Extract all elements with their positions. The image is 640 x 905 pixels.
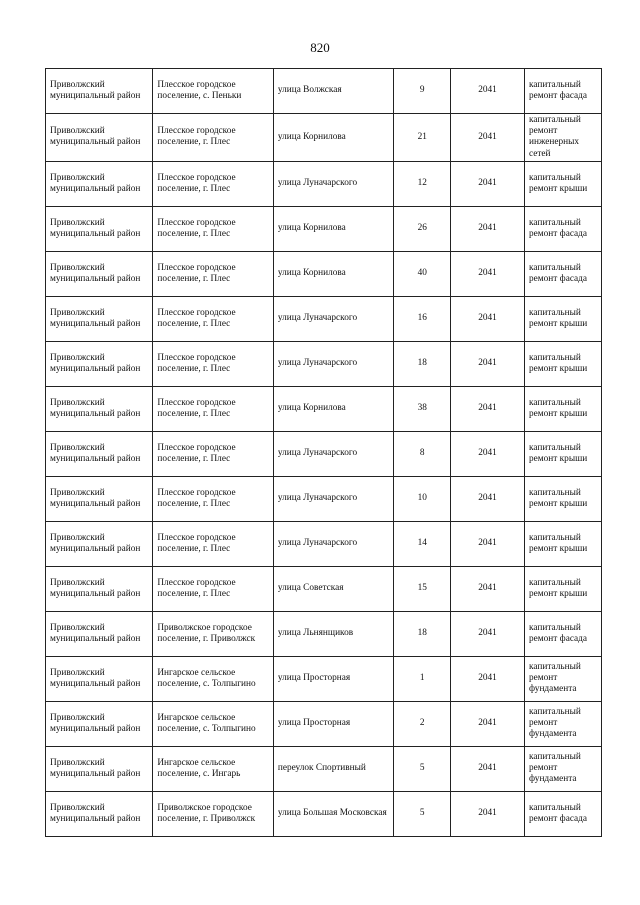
work-type-cell: капитальный ремонт фасада: [525, 791, 602, 836]
district-cell: Приволжский муниципальный район: [46, 566, 153, 611]
table-row: [46, 701, 602, 746]
settlement-cell: Ингарское сельское поселение, с. Ингарь: [153, 746, 274, 791]
street-cell: улица Корнилова: [273, 386, 394, 431]
year-cell: 2041: [451, 746, 525, 791]
table-row: [46, 296, 602, 341]
table-row: [46, 431, 602, 476]
table-row: [46, 386, 602, 431]
house-number-cell: 5: [394, 746, 451, 791]
year-cell: 2041: [451, 69, 525, 114]
street-cell: улица Луначарского: [273, 341, 394, 386]
work-type-cell: капитальный ремонт крыши: [525, 431, 602, 476]
settlement-cell: Ингарское сельское поселение, с. Толпыгино: [153, 656, 274, 701]
year-cell: 2041: [451, 114, 525, 162]
street-cell: улица Луначарского: [273, 476, 394, 521]
street-cell: улица Корнилова: [273, 114, 394, 162]
year-cell: 2041: [451, 251, 525, 296]
repair-schedule-table: [45, 68, 602, 837]
settlement-cell: Приволжское городское поселение, г. Приволжск: [153, 791, 274, 836]
work-type-cell: капитальный ремонт фундамента: [525, 656, 602, 701]
settlement-cell: Плесское городское поселение, г. Плес: [153, 251, 274, 296]
district-cell: Приволжский муниципальный район: [46, 431, 153, 476]
house-number-cell: 9: [394, 69, 451, 114]
year-cell: 2041: [451, 566, 525, 611]
settlement-cell: Плесское городское поселение, г. Плес: [153, 476, 274, 521]
district-cell: Приволжский муниципальный район: [46, 701, 153, 746]
table-row: [46, 161, 602, 206]
work-type-cell: капитальный ремонт фасада: [525, 69, 602, 114]
year-cell: 2041: [451, 206, 525, 251]
table-row: [46, 114, 602, 162]
street-cell: улица Просторная: [273, 656, 394, 701]
year-cell: 2041: [451, 296, 525, 341]
house-number-cell: 10: [394, 476, 451, 521]
work-type-cell: капитальный ремонт фундамента: [525, 701, 602, 746]
year-cell: 2041: [451, 521, 525, 566]
work-type-cell: капитальный ремонт инженерных сетей: [525, 114, 602, 162]
district-cell: Приволжский муниципальный район: [46, 521, 153, 566]
year-cell: 2041: [451, 341, 525, 386]
street-cell: улица Луначарского: [273, 521, 394, 566]
settlement-cell: Плесское городское поселение, г. Плес: [153, 521, 274, 566]
house-number-cell: 14: [394, 521, 451, 566]
settlement-cell: Плесское городское поселение, г. Плес: [153, 566, 274, 611]
settlement-cell: Ингарское сельское поселение, с. Толпыгино: [153, 701, 274, 746]
table-row: [46, 206, 602, 251]
settlement-cell: Плесское городское поселение, г. Плес: [153, 431, 274, 476]
settlement-cell: Плесское городское поселение, с. Пеньки: [153, 69, 274, 114]
street-cell: улица Волжская: [273, 69, 394, 114]
street-cell: улица Льнянщиков: [273, 611, 394, 656]
settlement-cell: Плесское городское поселение, г. Плес: [153, 206, 274, 251]
table-row: [46, 251, 602, 296]
district-cell: Приволжский муниципальный район: [46, 114, 153, 162]
work-type-cell: капитальный ремонт крыши: [525, 341, 602, 386]
street-cell: улица Луначарского: [273, 296, 394, 341]
house-number-cell: 18: [394, 611, 451, 656]
street-cell: улица Луначарского: [273, 431, 394, 476]
year-cell: 2041: [451, 701, 525, 746]
house-number-cell: 2: [394, 701, 451, 746]
work-type-cell: капитальный ремонт крыши: [525, 566, 602, 611]
district-cell: Приволжский муниципальный район: [46, 746, 153, 791]
street-cell: переулок Спортивный: [273, 746, 394, 791]
district-cell: Приволжский муниципальный район: [46, 69, 153, 114]
table-row: [46, 791, 602, 836]
settlement-cell: Плесское городское поселение, г. Плес: [153, 161, 274, 206]
house-number-cell: 40: [394, 251, 451, 296]
district-cell: Приволжский муниципальный район: [46, 296, 153, 341]
work-type-cell: капитальный ремонт крыши: [525, 521, 602, 566]
work-type-cell: капитальный ремонт фасада: [525, 611, 602, 656]
house-number-cell: 16: [394, 296, 451, 341]
district-cell: Приволжский муниципальный район: [46, 341, 153, 386]
table-row: [46, 476, 602, 521]
table-row: [46, 69, 602, 114]
district-cell: Приволжский муниципальный район: [46, 161, 153, 206]
house-number-cell: 1: [394, 656, 451, 701]
table-row: [46, 611, 602, 656]
year-cell: 2041: [451, 386, 525, 431]
work-type-cell: капитальный ремонт крыши: [525, 296, 602, 341]
year-cell: 2041: [451, 611, 525, 656]
district-cell: Приволжский муниципальный район: [46, 656, 153, 701]
settlement-cell: Плесское городское поселение, г. Плес: [153, 114, 274, 162]
street-cell: улица Корнилова: [273, 251, 394, 296]
settlement-cell: Приволжское городское поселение, г. Приволжск: [153, 611, 274, 656]
settlement-cell: Плесское городское поселение, г. Плес: [153, 341, 274, 386]
table-row: [46, 341, 602, 386]
table-row: [46, 566, 602, 611]
house-number-cell: 5: [394, 791, 451, 836]
page-number: 820: [310, 40, 330, 55]
house-number-cell: 38: [394, 386, 451, 431]
house-number-cell: 18: [394, 341, 451, 386]
district-cell: Приволжский муниципальный район: [46, 206, 153, 251]
work-type-cell: капитальный ремонт фасада: [525, 206, 602, 251]
year-cell: 2041: [451, 791, 525, 836]
district-cell: Приволжский муниципальный район: [46, 791, 153, 836]
table-row: [46, 746, 602, 791]
table-row: [46, 521, 602, 566]
street-cell: улица Советская: [273, 566, 394, 611]
street-cell: улица Корнилова: [273, 206, 394, 251]
house-number-cell: 8: [394, 431, 451, 476]
year-cell: 2041: [451, 431, 525, 476]
street-cell: улица Просторная: [273, 701, 394, 746]
year-cell: 2041: [451, 656, 525, 701]
street-cell: улица Луначарского: [273, 161, 394, 206]
work-type-cell: капитальный ремонт фасада: [525, 251, 602, 296]
house-number-cell: 21: [394, 114, 451, 162]
work-type-cell: капитальный ремонт крыши: [525, 476, 602, 521]
street-cell: улица Большая Московская: [273, 791, 394, 836]
house-number-cell: 12: [394, 161, 451, 206]
district-cell: Приволжский муниципальный район: [46, 386, 153, 431]
house-number-cell: 15: [394, 566, 451, 611]
work-type-cell: капитальный ремонт крыши: [525, 161, 602, 206]
district-cell: Приволжский муниципальный район: [46, 476, 153, 521]
year-cell: 2041: [451, 476, 525, 521]
district-cell: Приволжский муниципальный район: [46, 251, 153, 296]
house-number-cell: 26: [394, 206, 451, 251]
table-row: [46, 656, 602, 701]
year-cell: 2041: [451, 161, 525, 206]
work-type-cell: капитальный ремонт фундамента: [525, 746, 602, 791]
work-type-cell: капитальный ремонт крыши: [525, 386, 602, 431]
table-body: [46, 69, 602, 837]
settlement-cell: Плесское городское поселение, г. Плес: [153, 296, 274, 341]
settlement-cell: Плесское городское поселение, г. Плес: [153, 386, 274, 431]
district-cell: Приволжский муниципальный район: [46, 611, 153, 656]
